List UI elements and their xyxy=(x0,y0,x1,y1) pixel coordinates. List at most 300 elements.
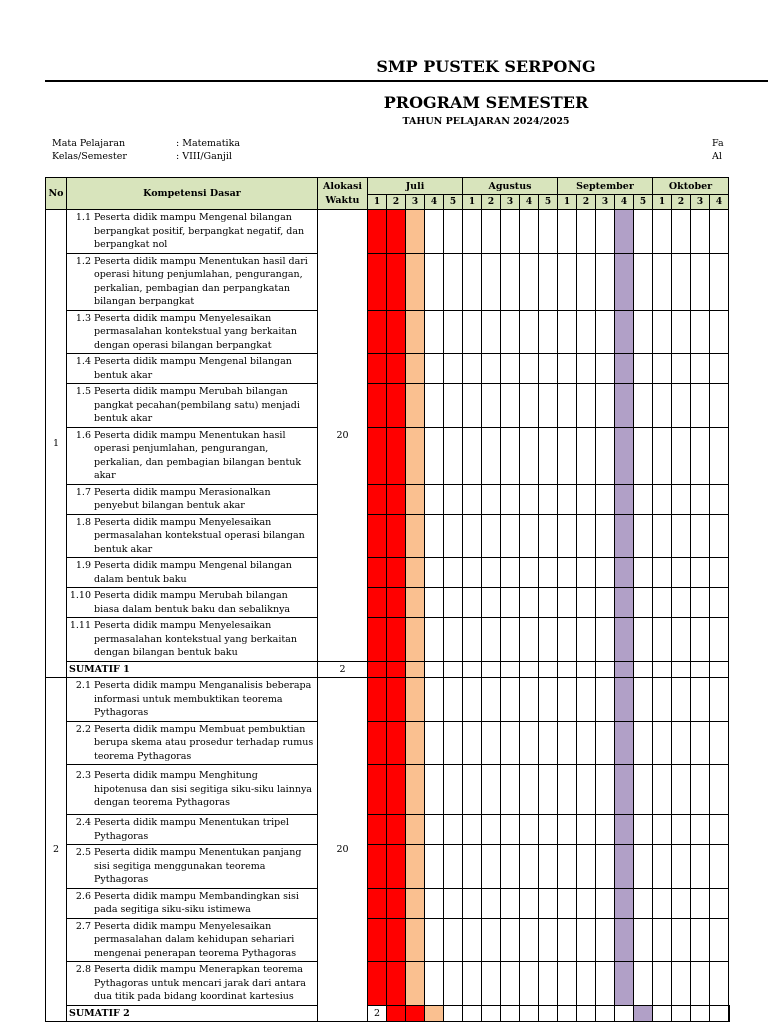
week-cell xyxy=(672,765,691,815)
week-cell xyxy=(596,618,615,662)
week-cell xyxy=(387,765,406,815)
kompetensi-item xyxy=(67,514,318,558)
kompetensi-item xyxy=(67,354,318,384)
week-cell xyxy=(501,210,520,254)
kompetensi-text: Peserta didik mampu Menghitung hipotenusa dan sisi segitiga siku-siku lainnya dengan teorema Pythagoras xyxy=(94,770,312,809)
week-cell xyxy=(577,765,596,815)
kompetensi-text: Peserta didik mampu Membandingkan sisi pada segitiga siku-siku istimewa xyxy=(94,890,299,915)
week-cell xyxy=(444,427,463,484)
week-cell xyxy=(425,918,444,962)
kompetensi-item xyxy=(67,918,318,962)
week-cell xyxy=(482,888,501,918)
week-cell xyxy=(710,765,729,815)
week-cell xyxy=(501,384,520,428)
kompetensi-text: Peserta didik mampu Menerapkan teorema Pythagoras untuk mencari jarak dari antara dua titik pada bidang koordinat kartesius xyxy=(94,964,306,1002)
week-cell xyxy=(482,845,501,889)
week-cell xyxy=(615,253,634,310)
week-cell xyxy=(482,310,501,354)
week-cell xyxy=(482,765,501,815)
kompetensi-number: 1.1 xyxy=(75,212,91,223)
week-cell xyxy=(368,210,387,254)
week-cell xyxy=(520,558,539,588)
week-cell xyxy=(444,210,463,254)
week-cell xyxy=(463,815,482,845)
week-cell xyxy=(406,484,425,514)
week-cell xyxy=(653,310,672,354)
week-cell xyxy=(691,253,710,310)
week-cell xyxy=(577,661,596,678)
week-cell xyxy=(577,310,596,354)
document-title: PROGRAM SEMESTER xyxy=(383,93,589,112)
week-cell xyxy=(463,661,482,678)
table-row xyxy=(46,253,730,310)
week-cell xyxy=(558,721,577,765)
kompetensi-item xyxy=(67,384,318,428)
week-cell xyxy=(615,354,634,384)
week-cell xyxy=(615,765,634,815)
week-cell xyxy=(615,815,634,845)
week-cell xyxy=(634,558,653,588)
week-cell xyxy=(558,354,577,384)
week-cell xyxy=(577,253,596,310)
table-row xyxy=(46,721,730,765)
week-cell xyxy=(520,588,539,618)
week-cell xyxy=(691,661,710,678)
week-cell xyxy=(444,253,463,310)
week-cell xyxy=(596,845,615,889)
kompetensi-number: 1.2 xyxy=(75,255,91,267)
kompetensi-number: 1.6 xyxy=(75,429,91,441)
kompetensi-text: Peserta didik mampu Menganalisis beberapa informasi untuk membuktikan teorema Pythagoras xyxy=(94,680,312,718)
week-cell xyxy=(672,558,691,588)
week-cell xyxy=(634,427,653,484)
week-cell xyxy=(539,765,558,815)
week-cell xyxy=(406,558,425,588)
week-cell xyxy=(501,253,520,310)
week-cell xyxy=(672,210,691,254)
week-cell xyxy=(520,1005,539,1022)
week-cell xyxy=(691,678,710,722)
week-cell xyxy=(577,514,596,558)
kompetensi-text: Peserta didik mampu Menentukan hasil dari operasi hitung penjumlahan, pengurangan, perkalian, pembagian dan perpangkatan bilangan berpangkat xyxy=(94,255,308,307)
week-cell xyxy=(444,721,463,765)
month-agustus: Agustus xyxy=(463,178,558,195)
week-cell xyxy=(691,427,710,484)
week-cell xyxy=(596,310,615,354)
week-header: 3 xyxy=(501,195,520,210)
week-header: 5 xyxy=(444,195,463,210)
week-cell xyxy=(653,514,672,558)
week-cell xyxy=(653,721,672,765)
week-cell xyxy=(653,888,672,918)
week-cell xyxy=(444,918,463,962)
week-header: 4 xyxy=(615,195,634,210)
week-cell xyxy=(368,484,387,514)
week-cell xyxy=(729,1005,730,1022)
kompetensi-item xyxy=(67,210,318,254)
week-cell xyxy=(501,962,520,1006)
week-cell xyxy=(653,918,672,962)
week-cell xyxy=(596,253,615,310)
week-cell xyxy=(596,888,615,918)
table-row xyxy=(46,918,730,962)
week-cell xyxy=(463,210,482,254)
table-row xyxy=(46,765,730,815)
week-cell xyxy=(558,253,577,310)
week-cell xyxy=(710,384,729,428)
table-row xyxy=(46,661,730,678)
week-cell xyxy=(463,1005,482,1022)
week-cell xyxy=(501,354,520,384)
week-cell xyxy=(558,918,577,962)
week-cell xyxy=(387,661,406,678)
kompetensi-number: 1.11 xyxy=(69,620,91,631)
table-row xyxy=(46,845,730,889)
week-cell xyxy=(653,661,672,678)
week-cell xyxy=(406,427,425,484)
week-cell xyxy=(577,888,596,918)
week-cell xyxy=(634,845,653,889)
week-cell xyxy=(387,354,406,384)
school-name: SMP PUSTEK SERPONG xyxy=(376,57,596,76)
week-cell xyxy=(710,558,729,588)
week-cell xyxy=(653,1005,672,1022)
kompetensi-item xyxy=(67,888,318,918)
week-cell xyxy=(425,310,444,354)
week-cell xyxy=(653,384,672,428)
week-cell xyxy=(577,962,596,1006)
week-cell xyxy=(444,661,463,678)
week-cell xyxy=(710,588,729,618)
week-cell xyxy=(463,678,482,722)
sumatif-label: SUMATIF 2 xyxy=(67,1005,318,1022)
week-cell xyxy=(387,815,406,845)
subject-label: Mata Pelajaran xyxy=(52,138,126,149)
week-cell xyxy=(406,253,425,310)
kompetensi-item xyxy=(67,484,318,514)
week-cell xyxy=(444,888,463,918)
week-cell xyxy=(691,310,710,354)
week-cell xyxy=(406,845,425,889)
week-cell xyxy=(368,588,387,618)
week-cell xyxy=(406,588,425,618)
week-cell xyxy=(672,427,691,484)
sumatif-label: SUMATIF 1 xyxy=(67,661,318,678)
kompetensi-number: 1.8 xyxy=(75,516,91,528)
week-cell xyxy=(520,678,539,722)
week-cell xyxy=(539,888,558,918)
week-cell xyxy=(596,588,615,618)
week-cell xyxy=(406,310,425,354)
week-cell xyxy=(501,484,520,514)
kompetensi-text: Peserta didik mampu Menyelesaikan permasalahan kontekstual yang berkaitan dengan operasi bilangan berpangkat xyxy=(94,312,297,351)
week-cell xyxy=(691,514,710,558)
header-no: No xyxy=(46,178,67,210)
week-cell xyxy=(501,1005,520,1022)
week-cell xyxy=(653,588,672,618)
week-cell xyxy=(520,210,539,254)
table-row xyxy=(46,210,730,254)
class-value: : VIII/Ganjil xyxy=(176,151,232,162)
kompetensi-text: Peserta didik mampu Merubah bilangan pangkat pecahan(pembilang satu) menjadi bentuk akar xyxy=(94,386,300,424)
week-cell xyxy=(577,384,596,428)
table-row xyxy=(46,384,730,428)
week-cell xyxy=(444,1005,463,1022)
week-cell xyxy=(387,618,406,662)
week-cell xyxy=(634,384,653,428)
week-cell xyxy=(482,384,501,428)
week-cell xyxy=(482,1005,501,1022)
week-cell xyxy=(387,845,406,889)
week-cell xyxy=(406,678,425,722)
week-cell xyxy=(463,514,482,558)
week-cell xyxy=(710,845,729,889)
week-cell xyxy=(482,558,501,588)
kompetensi-text: Peserta didik mampu Menentukan panjang sisi segitiga menggunakan teorema Pythagoras xyxy=(94,847,302,885)
week-cell xyxy=(539,354,558,384)
week-cell xyxy=(368,918,387,962)
week-cell xyxy=(558,484,577,514)
kompetensi-item xyxy=(67,588,318,618)
week-cell xyxy=(482,588,501,618)
week-cell xyxy=(368,514,387,558)
week-cell xyxy=(444,962,463,1006)
week-cell xyxy=(463,558,482,588)
week-cell xyxy=(653,558,672,588)
week-cell xyxy=(482,962,501,1006)
week-cell xyxy=(444,484,463,514)
week-cell xyxy=(558,210,577,254)
week-cell xyxy=(368,765,387,815)
week-cell xyxy=(539,310,558,354)
week-cell xyxy=(539,721,558,765)
week-cell xyxy=(444,845,463,889)
week-cell xyxy=(615,588,634,618)
kompetensi-item xyxy=(67,815,318,845)
week-cell xyxy=(710,618,729,662)
kompetensi-item xyxy=(67,765,318,815)
week-cell xyxy=(406,618,425,662)
week-cell xyxy=(406,354,425,384)
kompetensi-number: 2.5 xyxy=(75,847,91,858)
month-juli: Juli xyxy=(368,178,463,195)
week-cell xyxy=(520,815,539,845)
week-cell xyxy=(596,721,615,765)
week-cell xyxy=(425,427,444,484)
week-cell xyxy=(577,1005,596,1022)
week-cell xyxy=(406,918,425,962)
week-cell xyxy=(387,558,406,588)
row-number: 2 xyxy=(46,678,67,1022)
week-cell xyxy=(406,962,425,1006)
kompetensi-text: Peserta didik mampu Menyelesaikan permasalahan kontekstual operasi bilangan bentuk akar xyxy=(94,516,305,555)
week-cell xyxy=(710,1005,729,1022)
week-cell xyxy=(558,558,577,588)
week-cell xyxy=(634,310,653,354)
week-cell xyxy=(368,310,387,354)
week-header: 2 xyxy=(482,195,501,210)
kompetensi-number: 2.4 xyxy=(75,817,91,828)
kompetensi-item xyxy=(67,253,318,310)
week-cell xyxy=(463,765,482,815)
kompetensi-text: Peserta didik mampu Menentukan tripel Pythagoras xyxy=(94,817,289,842)
week-cell xyxy=(368,354,387,384)
week-cell xyxy=(463,384,482,428)
week-cell xyxy=(463,888,482,918)
week-cell xyxy=(520,962,539,1006)
week-cell xyxy=(425,678,444,722)
week-cell xyxy=(368,678,387,722)
week-cell xyxy=(368,384,387,428)
week-cell xyxy=(482,354,501,384)
kompetensi-text: Peserta didik mampu Menentukan hasil operasi penjumlahan, pengurangan, perkalian, dan pembagian bilangan bentuk akar xyxy=(94,429,302,481)
week-cell xyxy=(406,765,425,815)
week-cell xyxy=(387,962,406,1006)
week-cell xyxy=(520,618,539,662)
week-cell xyxy=(634,661,653,678)
month-september: September xyxy=(558,178,653,195)
week-cell xyxy=(444,354,463,384)
week-cell xyxy=(596,815,615,845)
week-cell xyxy=(406,661,425,678)
week-cell xyxy=(482,514,501,558)
week-cell xyxy=(691,1005,710,1022)
week-cell xyxy=(444,384,463,428)
class-label: Kelas/Semester xyxy=(52,151,127,162)
week-cell xyxy=(520,484,539,514)
kompetensi-text: Peserta didik mampu Menyelesaikan permasalahan kontekstual yang berkaitan dengan bilangan bentuk baku xyxy=(94,620,297,658)
week-cell xyxy=(710,918,729,962)
week-cell xyxy=(539,484,558,514)
week-cell xyxy=(672,310,691,354)
week-cell xyxy=(539,918,558,962)
kompetensi-number: 1.9 xyxy=(75,560,91,571)
week-cell xyxy=(577,845,596,889)
week-cell xyxy=(596,384,615,428)
week-cell xyxy=(691,918,710,962)
week-header: 4 xyxy=(425,195,444,210)
week-cell xyxy=(520,354,539,384)
week-cell xyxy=(672,661,691,678)
week-cell xyxy=(558,845,577,889)
week-cell xyxy=(596,962,615,1006)
week-cell xyxy=(539,558,558,588)
kompetensi-item xyxy=(67,678,318,722)
kompetensi-item xyxy=(67,427,318,484)
week-cell xyxy=(691,484,710,514)
week-cell xyxy=(615,721,634,765)
week-cell xyxy=(710,427,729,484)
alokasi-waktu-value: 20 xyxy=(318,210,368,662)
week-cell xyxy=(596,427,615,484)
week-cell xyxy=(539,678,558,722)
kompetensi-text: Peserta didik mampu Merubah bilangan biasa dalam bentuk baku dan sebaliknya xyxy=(94,590,291,615)
week-cell xyxy=(387,310,406,354)
week-cell xyxy=(463,618,482,662)
week-cell xyxy=(558,384,577,428)
table-row xyxy=(46,514,730,558)
week-cell xyxy=(539,618,558,662)
week-cell xyxy=(539,427,558,484)
week-cell xyxy=(596,514,615,558)
week-cell xyxy=(691,588,710,618)
table-row xyxy=(46,1005,730,1022)
week-cell xyxy=(444,618,463,662)
week-cell xyxy=(672,514,691,558)
week-cell xyxy=(615,514,634,558)
week-cell xyxy=(634,618,653,662)
week-cell xyxy=(444,765,463,815)
table-row xyxy=(46,354,730,384)
week-cell xyxy=(634,765,653,815)
week-cell xyxy=(577,558,596,588)
week-cell xyxy=(634,888,653,918)
week-cell xyxy=(501,588,520,618)
week-cell xyxy=(672,678,691,722)
week-cell xyxy=(501,678,520,722)
week-cell xyxy=(444,678,463,722)
week-cell xyxy=(710,514,729,558)
week-cell xyxy=(691,765,710,815)
week-cell xyxy=(444,514,463,558)
week-cell xyxy=(672,354,691,384)
kompetensi-number: 2.2 xyxy=(75,723,91,735)
kompetensi-text: Peserta didik mampu Mengenal bilangan berpangkat positif, berpangkat negatif, dan berpangkat nol xyxy=(94,212,305,250)
week-cell xyxy=(406,1005,425,1022)
week-cell xyxy=(520,427,539,484)
kompetensi-number: 2.1 xyxy=(75,680,91,691)
week-cell xyxy=(672,253,691,310)
week-cell xyxy=(615,310,634,354)
week-cell xyxy=(463,721,482,765)
week-cell xyxy=(539,514,558,558)
week-cell xyxy=(501,918,520,962)
week-header: 4 xyxy=(520,195,539,210)
table-row xyxy=(46,962,730,1006)
week-cell xyxy=(615,618,634,662)
week-cell xyxy=(672,918,691,962)
week-cell xyxy=(520,384,539,428)
week-cell xyxy=(672,588,691,618)
week-cell xyxy=(672,721,691,765)
week-cell xyxy=(387,721,406,765)
week-cell xyxy=(425,384,444,428)
right-info-cut-1: Fa xyxy=(712,138,724,149)
week-cell xyxy=(387,484,406,514)
kompetensi-number: 2.7 xyxy=(75,920,91,932)
week-cell xyxy=(634,354,653,384)
week-cell xyxy=(691,558,710,588)
week-header: 1 xyxy=(653,195,672,210)
week-cell xyxy=(425,962,444,1006)
week-cell xyxy=(577,354,596,384)
week-cell xyxy=(368,618,387,662)
program-semester-table xyxy=(45,177,730,1022)
week-cell xyxy=(653,354,672,384)
week-cell xyxy=(710,721,729,765)
week-cell xyxy=(691,845,710,889)
week-cell xyxy=(672,888,691,918)
week-cell xyxy=(501,661,520,678)
week-cell xyxy=(672,1005,691,1022)
week-header: 3 xyxy=(596,195,615,210)
week-cell xyxy=(444,588,463,618)
week-cell xyxy=(463,427,482,484)
subject-value: : Matematika xyxy=(176,138,240,149)
week-cell xyxy=(653,845,672,889)
table-row xyxy=(46,888,730,918)
week-cell xyxy=(710,962,729,1006)
